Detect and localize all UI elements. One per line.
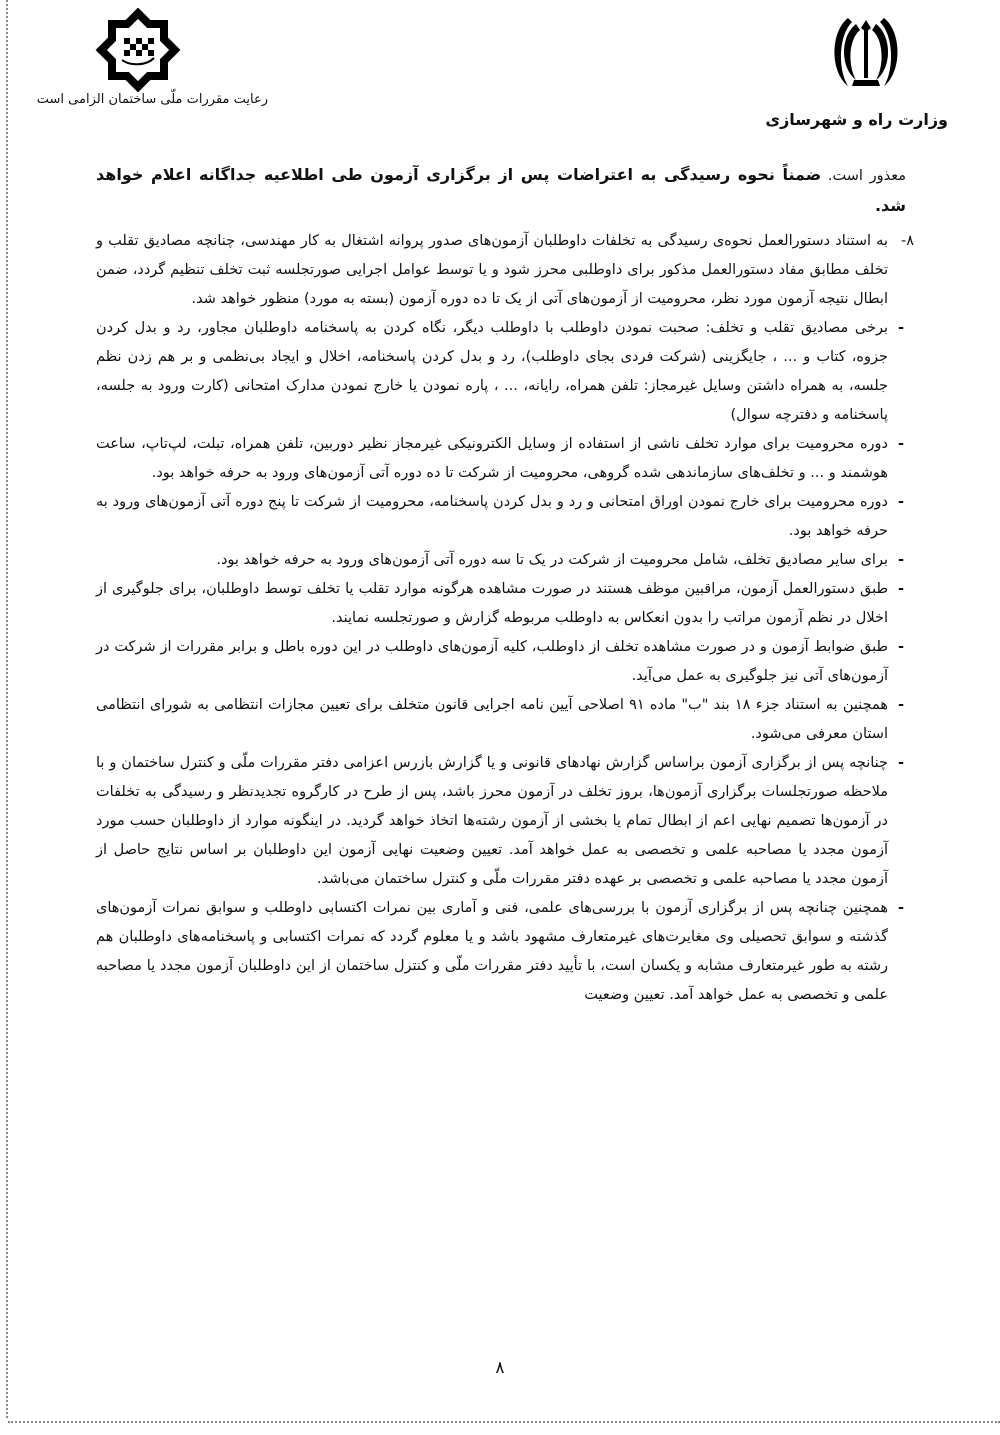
intro-plain-text: معذور است. [821, 168, 907, 184]
bullet-item [96, 691, 906, 749]
page-border-bottom [8, 1421, 1000, 1423]
item-8-text: به استناد دستورالعمل نحوه‌ی رسیدگی به تخلفات داوطلبان آزمون‌های صدور پروانه اشتغال به کار مهندسی، چنانچه مصادیق تقلب و تخلف مطابق مفاد دستورالعمل مذکور برای داوطلبی محرز شود و یا توسط عوامل اجرایی صورتجلسه ثبت تخلف تنظیم گردد، ضمن ابطال نتیجه آزمون مورد نظر، محرومیت از آزمون‌های آتی از یک تا ده دوره آزمون (بسته به مورد) منظور خواهد شد. [96, 233, 888, 307]
bullet-item [96, 546, 906, 575]
bullet-dash: - [897, 581, 904, 597]
bullet-item [96, 633, 906, 691]
item-8-number: ۸- [900, 233, 914, 249]
bullet-text: دوره محرومیت برای خارج نمودن اوراق امتحانی و رد و بدل کردن پاسخنامه، محرومیت از شرکت تا پنج دوره آتی آزمون‌های ورود به حرفه خواهد بود. [96, 494, 888, 539]
bullet-text: برای سایر مصادیق تخلف، شامل محرومیت از شرکت در یک تا سه دوره آتی آزمون‌های ورود به حرفه خواهد بود. [216, 552, 888, 568]
iran-emblem-icon [826, 10, 906, 90]
bullet-text: چنانچه پس از برگزاری آزمون براساس گزارش نهادهای قانونی و یا گزارش بازرس اعزامی دفتر مقررات ملّی و کنترل ساختمان و با ملاحظه صورتجلسات برگزاری آزمون‌ها، بروز تخلف در آزمون محرز باشد، پس از طرح در کارگروه تجدیدنظر و رسیدگی به تخلفات در آزمون‌ها تصمیم نهایی اعم از ابطال تمام یا بخشی از آزمون رشته‌ها اتخاذ خواهد گردید. در اینگونه موارد از داوطلبان حسب مورد آزمون مجدد یا مصاحبه علمی و تخصصی به عمل خواهد آمد. تعیین وضعیت نهایی آزمون این داوطلبان بر اساس نتایج حاصل از آزمون مجدد یا مصاحبه علمی و تخصصی بر عهده دفتر مقررات ملّی و کنترل ساختمان می‌باشد. [96, 755, 888, 887]
document-body [96, 160, 914, 1010]
ministry-name: وزارت راه و شهرسازی [765, 110, 948, 129]
bullet-dash: - [897, 697, 904, 713]
bullet-text: برخی مصادیق تقلب و تخلف: صحبت نمودن داوطلب با داوطلب دیگر، نگاه کردن به پاسخنامه داوطلبان مجاور، رد و بدل کردن جزوه، کتاب و ... ، جایگزینی (شرکت فردی بجای داوطلب)، رد و بدل کردن پاسخنامه، اخلال و ایجاد بی‌نظمی و بر هم زدن نظم جلسه، به همراه داشتن وسایل غیرمجاز: تلفن همراه، رایانه، ... ، پاره نمودن یا خارج نمودن مدارک امتحانی (کارت ورود به جلسه، پاسخنامه و دفترچه سوال) [96, 320, 888, 423]
item-8 [96, 227, 914, 314]
bullet-dash: - [897, 320, 904, 336]
building-regulations-seal-icon [90, 8, 186, 92]
bullet-dash: - [897, 552, 904, 568]
bullet-dash: - [897, 900, 904, 916]
bullet-text: طبق ضوابط آزمون و در صورت مشاهده تخلف از داوطلب، کلیه آزمون‌های داوطلب در این دوره باطل و برابر مقررات از شرکت در آزمون‌های آتی نیز جلوگیری به عمل می‌آید. [96, 639, 888, 684]
bullet-text: همچنین به استناد جزء ۱۸ بند "ب" ماده ۹۱ اصلاحی آیین نامه اجرایی قانون متخلف برای تعیین مجازات انتظامی به شورای انتظامی استان معرفی می‌شود. [96, 697, 888, 742]
page-border-left [6, 0, 8, 1418]
page-number: ۸ [495, 1358, 505, 1378]
bullet-item [96, 749, 906, 894]
intro-bold-text: ضمناً نحوه رسیدگی به اعتراضات پس از برگزاری آزمون طی اطلاعیه جداگانه اعلام خواهد شد. [96, 165, 906, 215]
bullet-text: همچنین چنانچه پس از برگزاری آزمون با بررسی‌های علمی، فنی و آماری بین نمرات اکتسابی داوطلب و سوابق نمرات آزمون‌های گذشته و سوابق تحصیلی وی مغایرت‌های غیرمتعارف مشهود باشد و یا معلوم گردد که نمرات اکتسابی و پاسخنامه‌های داوطلبان هم رشته به طور غیرمتعارف مشابه و یکسان است، با تأیید دفتر مقررات ملّی و کنترل ساختمان از این داوطلبان آزمون مجدد یا مصاحبه علمی و تخصصی به عمل خواهد آمد. تعیین وضعیت [96, 900, 888, 1003]
bullet-dash: - [897, 755, 904, 771]
compliance-note: رعایت مقررات ملّی ساختمان الزامی است [36, 92, 268, 107]
bullet-dash: - [897, 436, 904, 452]
bullet-item [96, 894, 906, 1010]
bullet-dash: - [897, 639, 904, 655]
bullet-item [96, 575, 906, 633]
intro-paragraph [96, 160, 906, 222]
bullet-item [96, 488, 906, 546]
bullet-dash: - [897, 494, 904, 510]
bullet-item [96, 314, 906, 430]
bullet-item [96, 430, 906, 488]
bullet-text: طبق دستورالعمل آزمون، مراقبین موظف هستند در صورت مشاهده هرگونه موارد تقلب یا تخلف توسط داوطلبان، برای جلوگیری از اخلال در نظم آزمون مراتب را بدون انعکاس به داوطلب مربوطه گزارش و صورتجلسه نمایند. [96, 581, 888, 626]
bullet-text: دوره محرومیت برای موارد تخلف ناشی از استفاده از وسایل الکترونیکی غیرمجاز نظیر دوربین، تلفن همراه، تبلت، لپ‌تاپ، ساعت هوشمند و ... و تخلف‌های سازماندهی شده گروهی، محرومیت از شرکت تا ده دوره آتی آزمون‌های ورود به حرفه خواهد بود. [96, 436, 888, 481]
